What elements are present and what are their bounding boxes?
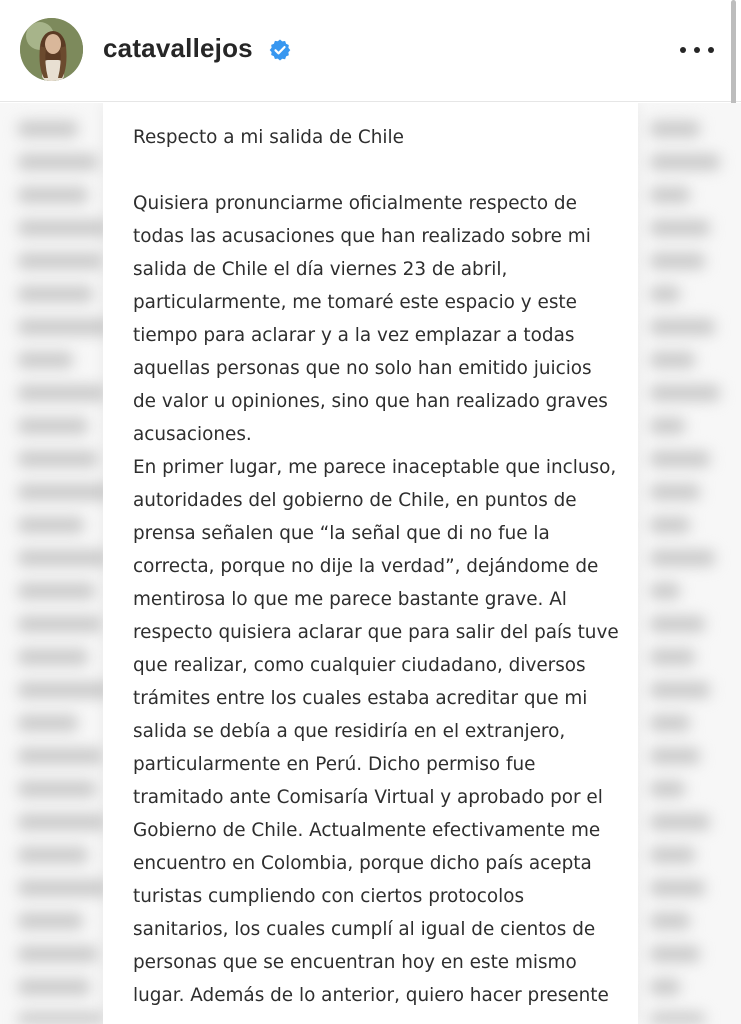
- blurred-text-line: [18, 847, 88, 863]
- statement-line: mentirosa lo que me parece bastante grave. Al: [133, 589, 567, 610]
- blurred-text-line: [18, 385, 106, 401]
- verified-badge-icon: [268, 38, 292, 62]
- blurred-text-line: [18, 748, 103, 764]
- post-header: [0, 0, 741, 102]
- statement-line: salida de Chile el día viernes 23 de abril,: [133, 259, 508, 280]
- statement-line: sanitarios, los cuales cumplí al igual de cientos de: [133, 919, 596, 940]
- blurred-text-line: [18, 715, 78, 731]
- blurred-text-line: [18, 616, 102, 632]
- post-image: [0, 103, 741, 1024]
- more-options-icon[interactable]: [680, 38, 714, 62]
- blurred-text-line: [650, 979, 680, 995]
- blurred-text-line: [650, 220, 710, 236]
- blurred-text-line: [650, 286, 680, 302]
- blurred-text-line: [18, 979, 90, 995]
- blurred-text-line: [650, 418, 685, 434]
- paragraph-gap: [133, 154, 613, 187]
- statement-line: tiempo para aclarar y a la vez emplazar a todas: [133, 325, 575, 346]
- statement-line: acusaciones.: [133, 424, 252, 445]
- dot: [708, 47, 714, 53]
- profile-avatar[interactable]: [20, 18, 83, 81]
- blurred-text-line: [18, 913, 83, 929]
- blurred-text-line: [18, 154, 98, 170]
- blurred-text-line: [650, 517, 690, 533]
- blurred-text-line: [18, 319, 110, 335]
- statement-body: [133, 187, 619, 1012]
- statement-line: Quisiera pronunciarme oficialmente respecto de: [133, 193, 577, 214]
- statement-line: trámites entre los cuales estaba acreditar que mi: [133, 688, 588, 709]
- username[interactable]: catavallejos: [103, 33, 253, 63]
- blurred-text-line: [650, 253, 705, 269]
- blurred-text-line: [650, 649, 695, 665]
- blurred-text-line: [18, 418, 88, 434]
- statement-line: todas las acusaciones que han realizado sobre mi: [133, 226, 591, 247]
- blurred-text-line: [650, 847, 695, 863]
- statement-line: correcta, porque no dije la verdad”, dejándome de: [133, 556, 599, 577]
- blurred-text-line: [18, 781, 96, 797]
- statement-line: encuentro en Colombia, porque dicho país acepta: [133, 853, 592, 874]
- avatar-photo: [20, 18, 83, 81]
- blurred-text-line: [650, 913, 690, 929]
- blurred-text-line: [18, 814, 106, 830]
- blurred-text-line: [650, 748, 700, 764]
- blurred-text-line: [18, 649, 88, 665]
- statement-document: [103, 103, 638, 1024]
- statement-text: [133, 121, 619, 1012]
- statement-line: personas que se encuentran hoy en este mismo: [133, 952, 577, 973]
- statement-line: respecto quisiera aclarar que para salir del país tuve: [133, 622, 619, 643]
- statement-line: aquellas personas que no solo han emitido juicios: [133, 358, 592, 379]
- blurred-text-line: [18, 1012, 104, 1024]
- blurred-text-line: [18, 550, 108, 566]
- blurred-text-line: [650, 352, 695, 368]
- dot: [680, 47, 686, 53]
- statement-line: lugar. Además de lo anterior, quiero hacer presente: [133, 985, 609, 1006]
- blurred-text-line: [650, 1012, 705, 1024]
- statement-title: Respecto a mi salida de Chile: [133, 127, 404, 148]
- dot: [694, 47, 700, 53]
- blurred-text-line: [18, 880, 108, 896]
- blurred-text-line: [650, 319, 715, 335]
- blurred-text-line: [18, 583, 95, 599]
- statement-line: de valor u opiniones, sino que han realizado graves: [133, 391, 608, 412]
- blurred-text-line: [650, 187, 690, 203]
- statement-line: Gobierno de Chile. Actualmente efectivamente me: [133, 820, 601, 841]
- blurred-text-line: [18, 682, 110, 698]
- blurred-text-line: [18, 187, 88, 203]
- blurred-text-line: [18, 484, 110, 500]
- blurred-text-line: [650, 880, 705, 896]
- blurred-text-line: [18, 946, 98, 962]
- statement-line: turistas cumpliendo con ciertos protocolos: [133, 886, 525, 907]
- blurred-background-left: [0, 103, 110, 1024]
- blurred-text-line: [650, 121, 700, 137]
- blurred-text-line: [18, 253, 103, 269]
- blurred-text-line: [18, 220, 108, 236]
- blurred-text-line: [18, 451, 98, 467]
- blurred-text-line: [650, 715, 690, 731]
- statement-line: salida se debía a que residiría en el extranjero,: [133, 721, 566, 742]
- blurred-text-line: [650, 682, 710, 698]
- blurred-text-line: [18, 286, 93, 302]
- blurred-text-line: [650, 616, 705, 632]
- statement-line: tramitado ante Comisaría Virtual y aprobado por el: [133, 787, 603, 808]
- statement-line: En primer lugar, me parece inaceptable que incluso,: [133, 457, 617, 478]
- blurred-text-line: [18, 517, 84, 533]
- blurred-text-line: [650, 814, 710, 830]
- statement-line: autoridades del gobierno de Chile, en puntos de: [133, 490, 577, 511]
- blurred-text-line: [650, 385, 720, 401]
- statement-line: particularmente en Perú. Dicho permiso fue: [133, 754, 536, 775]
- blurred-text-line: [18, 352, 73, 368]
- blurred-text-line: [18, 121, 78, 137]
- blurred-text-line: [650, 484, 700, 500]
- blurred-text-line: [650, 583, 680, 599]
- statement-line: que realizar, como cualquier ciudadano, diversos: [133, 655, 586, 676]
- blurred-background-right: [632, 103, 741, 1024]
- blurred-text-line: [650, 946, 700, 962]
- statement-line: particularmente, me tomaré este espacio y este: [133, 292, 577, 313]
- blurred-text-line: [650, 781, 685, 797]
- blurred-text-line: [650, 550, 715, 566]
- statement-line: prensa señalen que “la señal que di no fue la: [133, 523, 550, 544]
- blurred-text-line: [650, 154, 720, 170]
- blurred-text-line: [650, 451, 710, 467]
